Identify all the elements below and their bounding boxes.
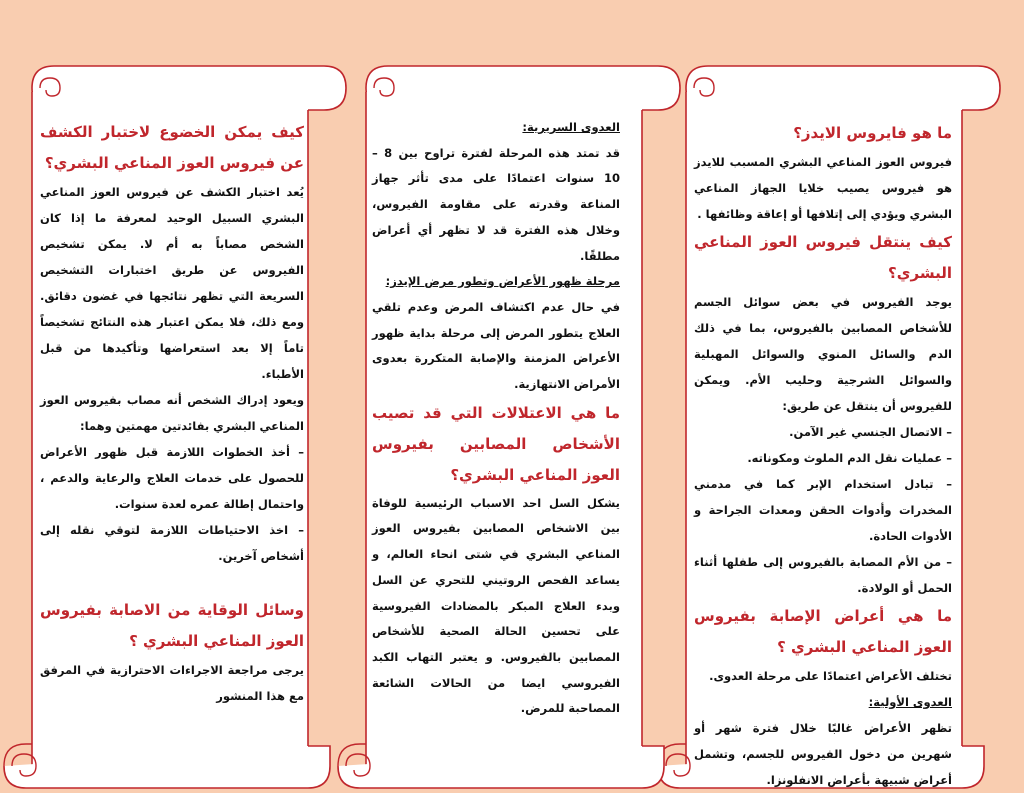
heading-what-is-hiv: ما هو فايروس الايدز؟	[793, 124, 952, 142]
heading-comorbidities: ما هي الاعتلالات التي قد تصيب الأشخاص المصابين بفيروس العوز المناعي البشري؟	[372, 403, 620, 484]
paragraph-primary-infection: تظهر الأعراض غالبًا خلال فترة شهر أو شهرين من دخول الفيروس للجسم، وتشمل أعراض شبيهة بأعراض الانفلونزا.	[694, 721, 952, 787]
bullet-blood-transfusion: – عمليات نقل الدم الملوث ومكوناته.	[747, 451, 952, 465]
paragraph-benefits: ويعود إدراك الشخص أنه مصاب بفيروس العوز المناعي البشري بفائدتين مهمتين وهما:	[40, 393, 304, 433]
panel-middle	[372, 115, 620, 722]
paragraph-clinical-infection: قد تمتد هذه المرحلة لفترة تراوح بين 8 – 10 سنوات اعتمادًا على مدى تأثر جهاز المناعة وقدرته على مقاومة الفيروس، وخلال هذه الفترة قد لا تظهر أي أعراض مطلقًا.	[372, 145, 620, 263]
bullet-mother-to-child: – من الأم المصابة بالفيروس إلى طفلها أثناء الحمل أو الولادة.	[694, 555, 952, 595]
bullet-sexual-contact: – الاتصال الجنسي غير الآمن.	[789, 425, 952, 439]
subheading-clinical-infection: العدوى السريرية:	[522, 120, 620, 134]
subheading-aids-stage: مرحلة ظهور الأعراض وتطور مرض الإيدز:	[385, 274, 620, 289]
panel-left	[40, 117, 304, 709]
bullet-benefit-treatment: – أخذ الخطوات اللازمة قبل ظهور الأعراض للحصول على خدمات العلاج والرعاية والدعم ، واحتمال إطالة عمره لعدة سنوات.	[40, 445, 304, 511]
bullet-needles: – تبادل استخدام الإبر كما في مدمني المخدرات وأدوات الحقن ومعدات الجراحة و الأدوات الحادة.	[694, 477, 952, 543]
paragraph-transmission: يوجد الفيروس في بعض سوائل الجسم للأشخاص المصابين بالفيروس، بما في ذلك الدم والسائل المنوي والسوائل المهبلية والسوائل الشرجية وحليب الأم. ويمكن للفيروس أن ينتقل عن طريق:	[694, 295, 952, 413]
heading-testing: كيف يمكن الخضوع لاختبار الكشف عن فيروس العوز المناعي البشري؟	[40, 123, 304, 172]
spacer	[40, 569, 304, 595]
bullet-benefit-precautions: – اخذ الاحتياطات اللازمة لتوقي نقله إلى أشخاص آخرين.	[40, 523, 304, 563]
heading-symptoms: ما هي أعراض الإصابة بفيروس العوز المناعي البشري ؟	[694, 607, 952, 656]
heading-transmission: كيف ينتقل فيروس العوز المناعي البشري؟	[694, 233, 952, 282]
paragraph-testing: يُعد اختبار الكشف عن فيروس العوز المناعي البشري السبيل الوحيد لمعرفة ما إذا كان الشخص مصاباً به أم لا. يمكن تشخيص الفيروس عن طريق اختبارات التشخيص السريعة التي تظهر نتائجها في غضون دقائق. ومع ذلك، فلا يمكن اعتبار هذه النتائج تشخيصاً تاماً إلا بعد استعراضها وتأكيدها من قبل الأطباء.	[40, 185, 304, 381]
heading-prevention: وسائل الوقاية من الاصابة بفيروس العوز المناعي البشري ؟	[40, 601, 304, 650]
paragraph-symptoms: تختلف الأعراض اعتمادًا على مرحلة العدوى.	[709, 669, 952, 683]
paragraph-prevention: يرجى مراجعة الاجراءات الاحترازية في المرفق مع هذا المنشور	[40, 663, 304, 703]
panel-right	[694, 118, 952, 793]
paragraph-definition: فيروس العوز المناعي البشري المسبب للايدز هو فيروس يصيب خلايا الجهاز المناعي البشري ويؤدي إلى إتلافها أو إعاقة وظائفها .	[694, 155, 952, 221]
subheading-primary-infection: العدوى الأولية:	[868, 695, 952, 709]
paragraph-comorbidities: يشكل السل احد الاسباب الرئيسية للوفاة بين الاشخاص المصابين بفيروس العوز المناعي البشري في شتى انحاء العالم، و يساعد الفحص الروتيني للتحري عن السل وبدء العلاج المبكر بالمضادات الفيروسية على تحسين الحالة الصحية للأشخاص المصابين بالفيروس. و يعتبر التهاب الكبد الفيروسي ايضا من الحالات الشائعة المصاحبة للمرض.	[372, 495, 620, 716]
paragraph-aids-stage: في حال عدم اكتشاف المرض وعدم تلقي العلاج يتطور المرض إلى مرحلة بداية ظهور الأعراض المزمنة والإصابة المتكررة بعدوى الأمراض الانتهازية.	[372, 299, 620, 392]
